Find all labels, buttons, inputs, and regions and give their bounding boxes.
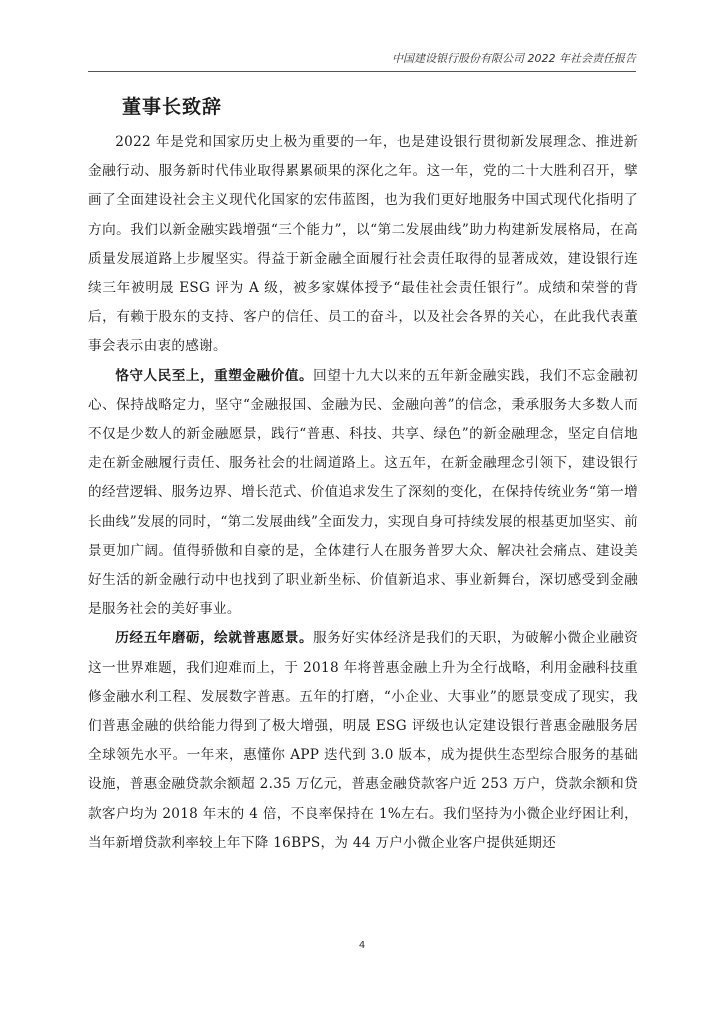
paragraph-text: 回望十九大以来的五年新金融实践，我们不忘金融初心、保持战略定力，坚守“金融报国、金融为民、金融向善”的信念，秉承服务大多数人而不仅是少数人的新金融愿景，践行“普惠、科技、共享、绿色”的新金融理念，坚定自信地走在新金融履行责任、服务社会的壮阔道路上。这五年，在新金融理念引领下，建设银行的经营逻辑、服务边界、增长范式、价值追求发生了深刻的变化，在保持传统业务“第一增长曲线”发展的同时，“第二发展曲线”全面发力，实现自身可持续发展的根基更加坚实、前景更加广阔。值得骄傲和自豪的是，全体建行人在服务普罗大众、解决社会痛点、建设美好生活的新金融行动中也找到了职业新坐标、价值新追求、事业新舞台，深切感受到金融是服务社会的美好事业。: [88, 367, 639, 618]
paragraph-intro: [88, 128, 638, 362]
body-text: [88, 128, 638, 858]
paragraph-text: 2022 年是党和国家历史上极为重要的一年，也是建设银行贯彻新发展理念、推进新金融行动、服务新时代伟业取得累累硕果的深化之年。这一年，党的二十大胜利召开，擘画了全面建设社会主义现代化国家的宏伟蓝图，也为我们更好地服务中国式现代化指明了方向。我们以新金融实践增强“三个能力”，以“第二发展曲线”助力构建新发展格局，在高质量发展道路上步履坚实。得益于新金融全面履行社会责任取得的显著成效，建设银行连续三年被明晟 ESG 评为 A 级，被多家媒体授予“最佳社会责任银行”。成绩和荣誉的背后，有赖于股东的支持、客户的信任、员工的奋斗，以及社会各界的关心，在此我代表董事会表示由衷的感谢。: [88, 134, 638, 355]
paragraph-lead: 历经五年磨砺，绘就普惠愿景。: [115, 630, 314, 647]
paragraph-lead: 恪守人民至上，重塑金融价值。: [115, 367, 314, 384]
paragraph-inclusive-finance: [88, 624, 638, 858]
running-header: 中国建设银行股份有限公司 2022 年社会责任报告: [88, 50, 636, 72]
page-title: 董事长致辞: [122, 96, 223, 118]
page-number: 4: [358, 940, 366, 951]
paragraph-text: 服务好实体经济是我们的天职，为破解小微企业融资这一世界难题，我们迎难而上，于 2018 年将普惠金融上升为全行战略，利用金融科技重修金融水利工程、发展数字普惠。五年的打磨，“小企业、大事业”的愿景变成了现实，我们普惠金融的供给能力得到了极大增强，明晟 ESG 评级也认定建设银行普惠金融服务居全球领先水平。一年来，惠懂你 APP 迭代到 3.0 版本，成为提供生态型综合服务的基础设施，普惠金融贷款余额超 2.35 万亿元，普惠金融贷款客户近 253 万户，贷款余额和贷款客户均为 2018 年末的 4 倍，不良率保持在 1%左右。我们坚持为小微企业纾困让利，当年新增贷款利率较上年下降 16BPS，为 44 万户小微企业客户提供延期还: [88, 630, 639, 851]
paragraph-people-first: [88, 362, 638, 625]
